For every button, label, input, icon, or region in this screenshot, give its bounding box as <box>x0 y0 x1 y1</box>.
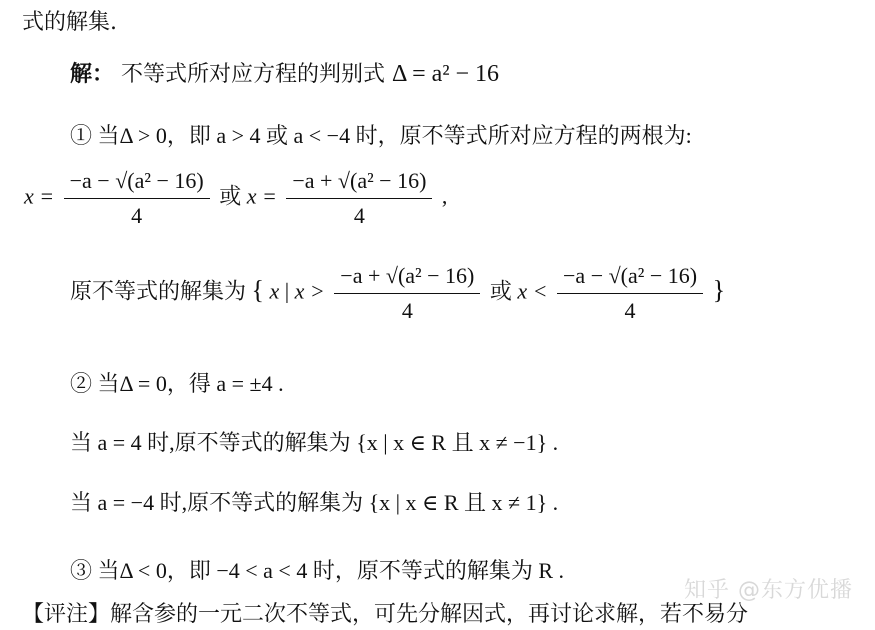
roots-x-eq: x = <box>24 183 55 209</box>
solution-set-1-prefix: 原不等式的解集为 <box>70 279 247 305</box>
discriminant-text: Δ = a² − 16 <box>392 61 500 87</box>
case-3-line <box>70 560 564 582</box>
root-1-denominator: 4 <box>131 203 143 229</box>
solution-line <box>70 62 499 86</box>
root-1-fraction <box>64 170 210 227</box>
set-fraction-2-denominator: 4 <box>624 298 636 324</box>
set-var: x <box>269 278 280 304</box>
case-1-text: ① 当Δ > 0，即 a > 4 或 a < −4 时，原不等式所对应方程的两根为: <box>70 123 692 148</box>
solution-text: 不等式所对应方程的判别式 <box>121 62 386 87</box>
set-var: x < <box>517 278 548 304</box>
case-2b-line <box>70 492 558 514</box>
case-2b-prefix: 当 a = −4 时,原不等式的解集为 <box>70 490 364 515</box>
period: . <box>552 490 559 515</box>
set-var: x > <box>294 278 325 304</box>
period: . <box>552 430 559 455</box>
brace-close: } <box>712 275 726 305</box>
case-2a-line <box>70 432 558 454</box>
root-2-numerator: −a + √(a² − 16) <box>292 168 427 193</box>
roots-x-eq-2: x = <box>246 183 277 209</box>
set-fraction-1 <box>334 265 480 322</box>
root-2-denominator: 4 <box>353 203 365 229</box>
set-fraction-1-numerator: −a + √(a² − 16) <box>340 263 475 288</box>
watermark <box>684 573 853 604</box>
text-line-0 <box>22 12 117 34</box>
case-2a-set: {x | x ∈ R 且 x ≠ −1} <box>356 430 548 455</box>
root-2-fraction <box>286 170 432 227</box>
roots-comma: , <box>441 183 448 209</box>
root-1-numerator: −a − √(a² − 16) <box>69 168 204 193</box>
remark-text: 【评注】解含参的一元二次不等式，可先分解因式，再讨论求解，若不易分 <box>22 602 749 627</box>
set-fraction-2-numerator: −a − √(a² − 16) <box>563 263 698 288</box>
set-fraction-1-denominator: 4 <box>401 298 413 324</box>
watermark-text: 知乎 @东方优播 <box>684 578 853 603</box>
case-3-text: ③ 当Δ < 0，即 −4 < a < 4 时，原不等式的解集为 R . <box>70 558 565 583</box>
set-fraction-2 <box>557 265 703 322</box>
discriminant-formula <box>392 61 499 87</box>
case-2-text: ② 当Δ = 0，得 a = ±4 . <box>70 371 284 396</box>
case-2b-set: {x | x ∈ R 且 x ≠ 1} <box>368 490 548 515</box>
or-word: 或 <box>219 184 242 210</box>
text-span: 式的解集. <box>22 10 117 35</box>
remark-line <box>22 604 748 626</box>
case-2-line <box>70 373 284 395</box>
set-bar: | <box>284 278 290 304</box>
set-or: 或 <box>489 279 512 305</box>
brace-open: { <box>251 275 264 305</box>
solution-set-1-line <box>70 265 725 322</box>
case-2a-prefix: 当 a = 4 时,原不等式的解集为 <box>70 430 351 455</box>
roots-line <box>24 170 447 227</box>
solution-label: 解： <box>70 61 115 87</box>
case-1-line <box>70 125 692 148</box>
